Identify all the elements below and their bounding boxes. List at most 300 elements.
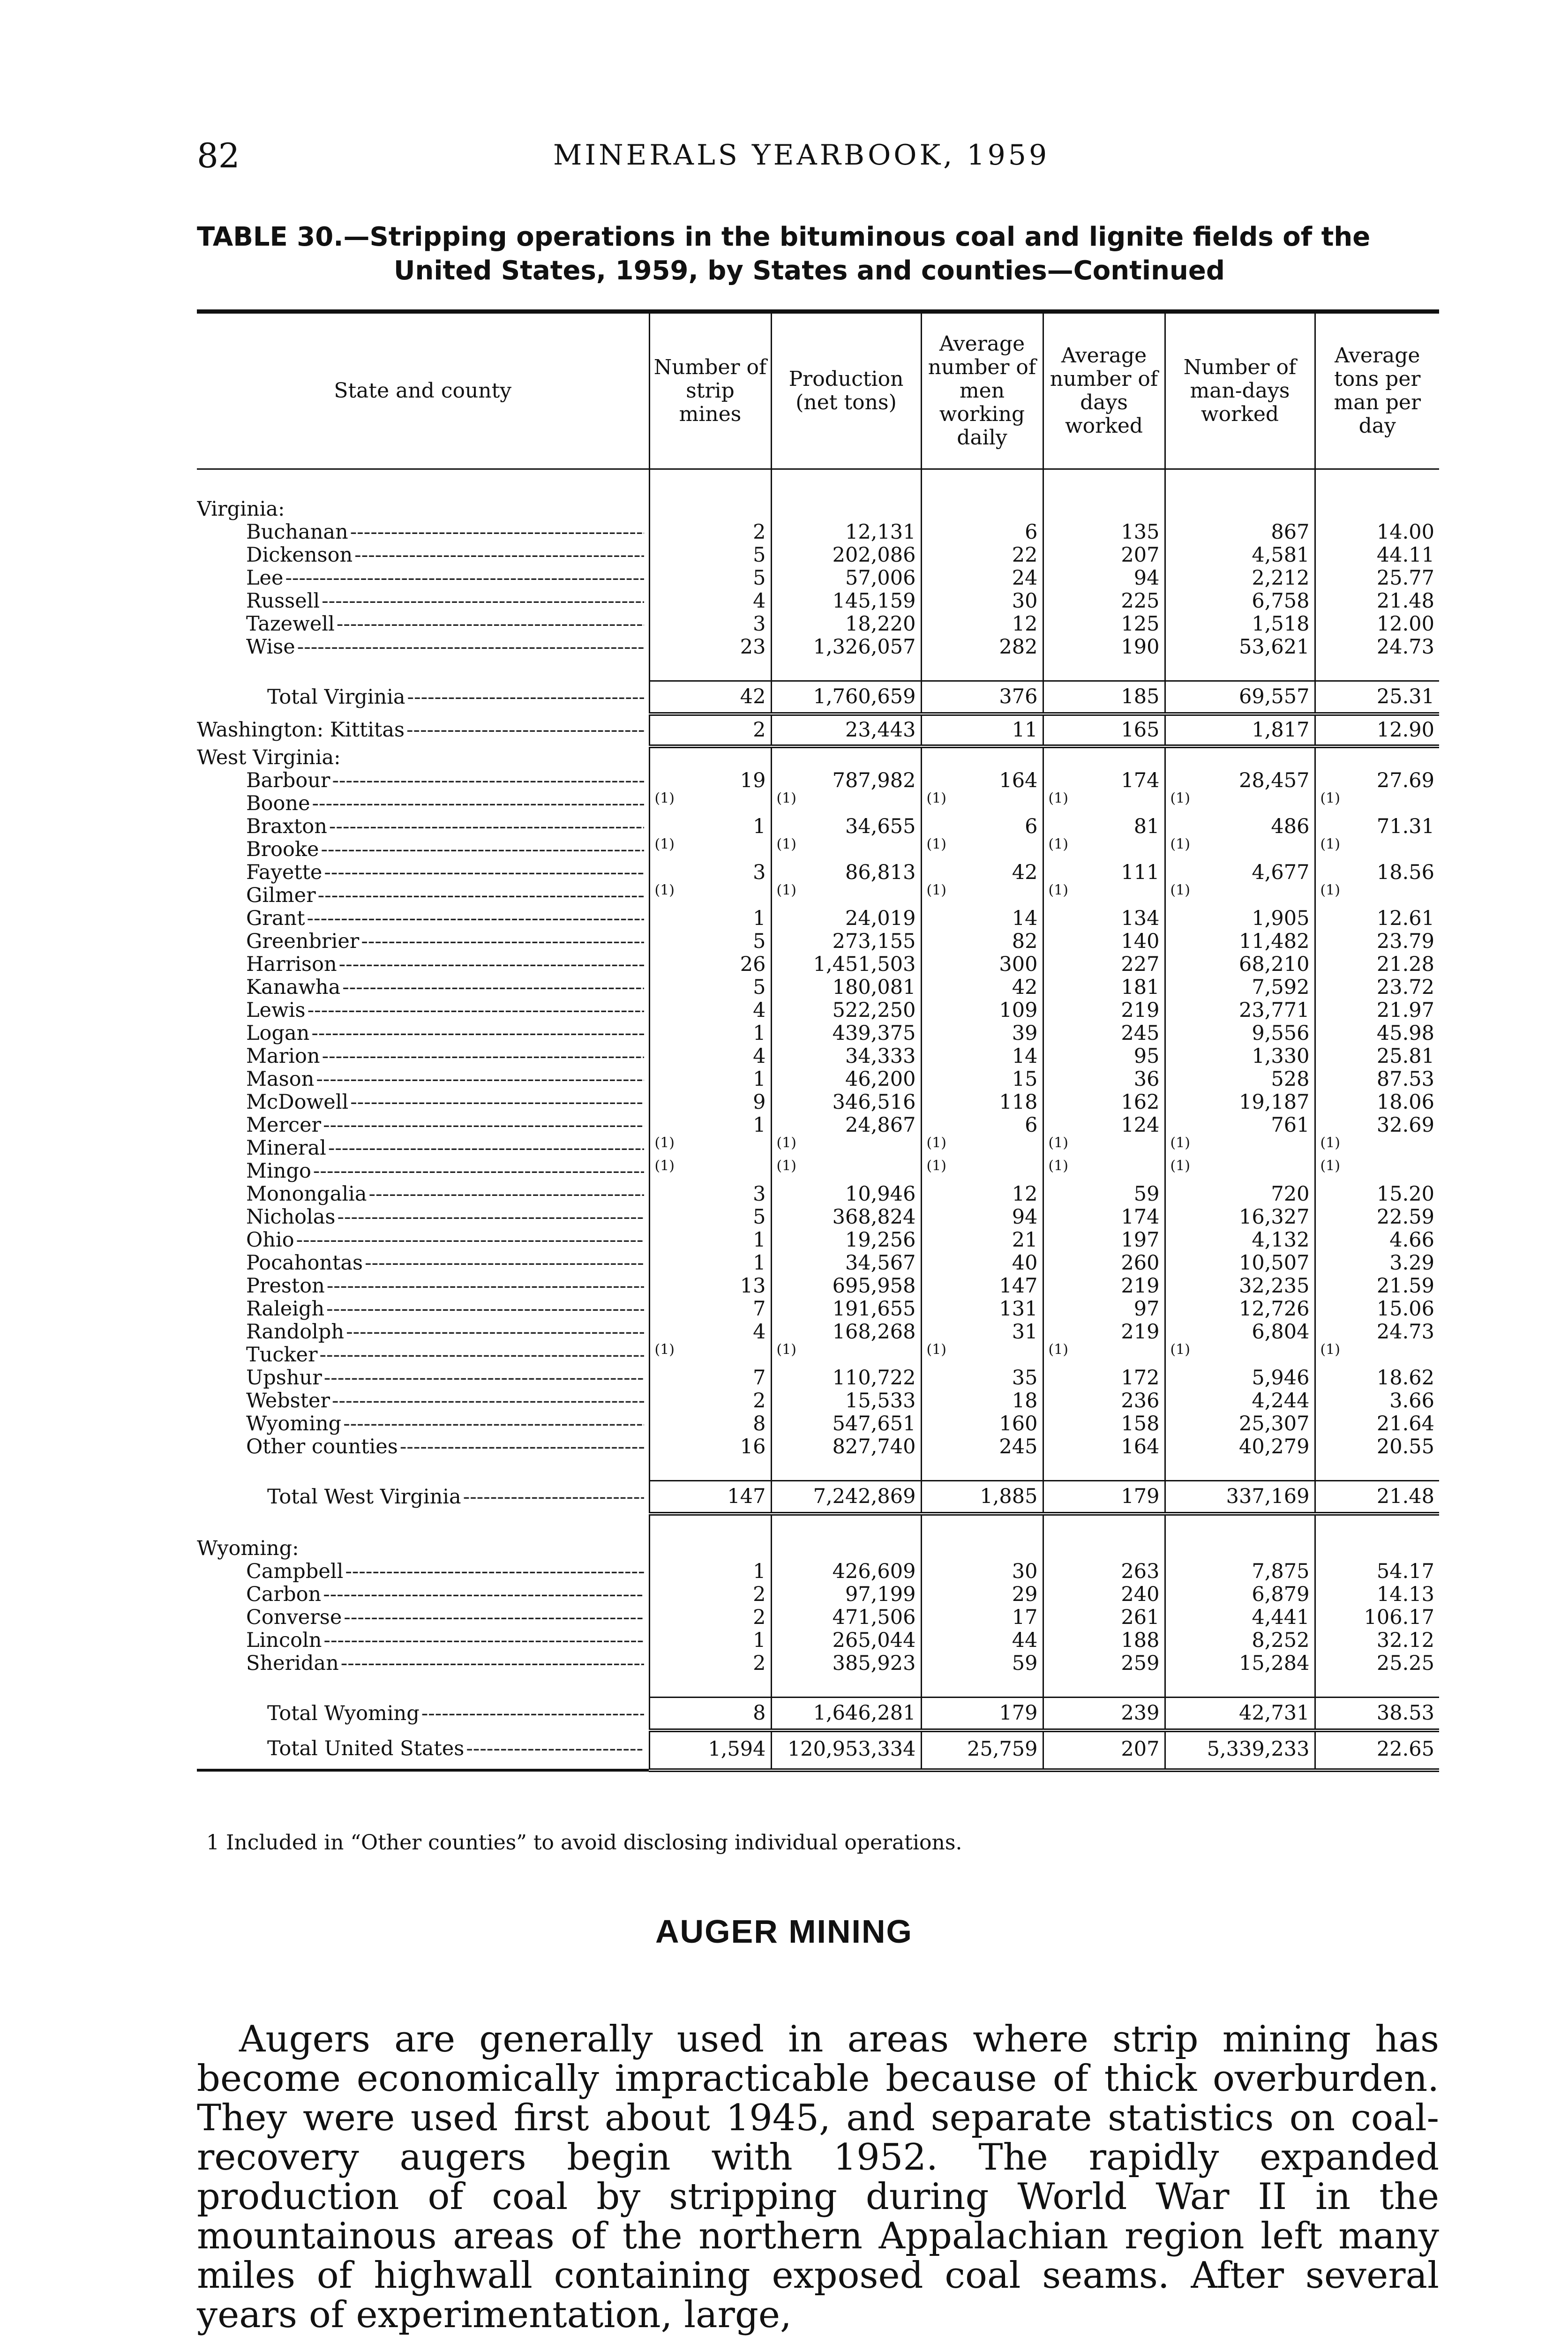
cell-value: 245: [1121, 1022, 1160, 1045]
cell-man-days: [1165, 1730, 1315, 1770]
cell-men: [921, 1229, 1043, 1252]
cell-tons-per-man: [1315, 792, 1439, 815]
cell-value: 140: [1121, 930, 1160, 953]
col-header-production: Production (net tons): [771, 314, 921, 469]
cell-value: 14: [1012, 1044, 1038, 1068]
cell-men: [921, 1134, 1043, 1160]
cell-mines: [649, 1114, 771, 1137]
county-row: [197, 907, 1439, 930]
cell-value: 188: [1121, 1629, 1160, 1652]
row-label: Upshur: [246, 1367, 322, 1390]
cell-days: [1043, 1341, 1165, 1367]
cell-value: 54.17: [1376, 1560, 1434, 1583]
cell-value: 15,284: [1239, 1652, 1310, 1675]
cell-value: 34,655: [845, 815, 916, 838]
cell-production: [771, 1022, 921, 1045]
cell-mines: [649, 1629, 771, 1652]
cell-value: 106.17: [1364, 1606, 1434, 1629]
cell-production: [771, 567, 921, 590]
row-label: McDowell: [246, 1091, 349, 1114]
cell-men: [921, 1206, 1043, 1229]
cell-value: 1: [753, 1067, 766, 1091]
cell-value: 160: [999, 1412, 1038, 1435]
cell-tons-per-man: [1315, 1183, 1439, 1206]
cell-value: 14.13: [1376, 1583, 1434, 1606]
dot-leader: [466, 1737, 644, 1760]
cell-tons-per-man: [1315, 1560, 1439, 1583]
cell-men: [921, 1321, 1043, 1344]
dot-leader: [320, 1344, 644, 1367]
cell-value: 385,923: [832, 1652, 916, 1675]
footnote-ref: (1): [1048, 882, 1068, 899]
cell-value: 1: [753, 1228, 766, 1252]
county-row: [197, 1229, 1439, 1252]
cell-value: 22: [1012, 543, 1038, 567]
spacer-row: [197, 1514, 1439, 1537]
cell-days: [1043, 1606, 1165, 1629]
cell-mines: [649, 953, 771, 976]
row-label: Wyoming: [246, 1412, 342, 1435]
cell-tons-per-man: [1315, 1206, 1439, 1229]
cell-mines: [649, 636, 771, 659]
cell-production: [771, 590, 921, 613]
footnote-ref: (1): [1320, 882, 1340, 899]
cell-production: [771, 999, 921, 1022]
cell-value: 11,482: [1239, 930, 1310, 953]
cell-value: 28,457: [1239, 769, 1310, 792]
cell-value: 245: [999, 1435, 1038, 1458]
cell-value: 36: [1133, 1067, 1160, 1091]
row-label: Webster: [246, 1390, 330, 1412]
cell-mines: [649, 1412, 771, 1435]
cell-value: 21.48: [1376, 589, 1434, 613]
county-row: [197, 1367, 1439, 1390]
cell-value: 118: [999, 1090, 1038, 1114]
footnote-ref: (1): [926, 836, 946, 853]
footnote-ref: (1): [1048, 790, 1068, 807]
footnote-ref: (1): [654, 1134, 675, 1151]
cell-mines: [649, 999, 771, 1022]
dot-leader: [328, 1137, 644, 1160]
cell-men: [921, 590, 1043, 613]
cell-value: 30: [1012, 589, 1038, 613]
cell-value: 181: [1121, 976, 1160, 999]
county-row: [197, 1183, 1439, 1206]
cell-value: 7,242,869: [813, 1485, 916, 1508]
cell-tons-per-man: [1315, 1629, 1439, 1652]
cell-production: [771, 1321, 921, 1344]
cell-man-days: [1165, 1045, 1315, 1068]
cell-days: [1043, 1321, 1165, 1344]
cell-value: 1,330: [1252, 1044, 1310, 1068]
cell-days: [1043, 567, 1165, 590]
row-label: Lewis: [246, 999, 306, 1022]
cell-days: [1043, 1629, 1165, 1652]
dot-leader: [326, 1298, 644, 1321]
footnote-ref: (1): [1170, 1134, 1190, 1151]
dot-leader: [332, 1390, 644, 1412]
cell-value: 32.12: [1376, 1629, 1434, 1652]
cell-value: 4,677: [1252, 861, 1310, 884]
cell-value: 9: [753, 1090, 766, 1114]
dot-leader: [323, 1114, 644, 1137]
cell-mines: [649, 1606, 771, 1629]
cell-value: 24.73: [1376, 635, 1434, 659]
cell-value: 4: [753, 1320, 766, 1344]
cell-value: 263: [1121, 1560, 1160, 1583]
cell-man-days: [1165, 907, 1315, 930]
total-row: [197, 681, 1439, 714]
dot-leader: [311, 1022, 644, 1045]
cell-value: 7,875: [1252, 1560, 1310, 1583]
cell-tons-per-man: [1315, 1229, 1439, 1252]
cell-production: [771, 613, 921, 636]
cell-tons-per-man: [1315, 1275, 1439, 1298]
cell-days: [1043, 1652, 1165, 1675]
footnote-ref: (1): [654, 882, 675, 899]
cell-value: 57,006: [845, 566, 916, 590]
dot-leader: [350, 1091, 644, 1114]
cell-value: 39: [1012, 1022, 1038, 1045]
cell-men: [921, 1275, 1043, 1298]
cell-value: 20.55: [1376, 1435, 1434, 1458]
cell-man-days: [1165, 1629, 1315, 1652]
cell-men: [921, 953, 1043, 976]
cell-days: [1043, 1022, 1165, 1045]
cell-value: 25.77: [1376, 566, 1434, 590]
cell-man-days: [1165, 953, 1315, 976]
cell-value: 7: [753, 1297, 766, 1321]
cell-man-days: [1165, 1412, 1315, 1435]
cell-value: 12,131: [845, 520, 916, 544]
cell-days: [1043, 1298, 1165, 1321]
row-label: Russell: [246, 590, 320, 613]
cell-value: 4,441: [1252, 1606, 1310, 1629]
county-row: [197, 1068, 1439, 1091]
cell-value: 21.48: [1376, 1485, 1434, 1508]
cell-production: [771, 1229, 921, 1252]
county-row: [197, 1252, 1439, 1275]
total-row: [197, 1481, 1439, 1514]
cell-value: 6,879: [1252, 1583, 1310, 1606]
cell-men: [921, 1367, 1043, 1390]
cell-man-days: [1165, 613, 1315, 636]
cell-value: 14: [1012, 907, 1038, 930]
cell-tons-per-man: [1315, 1698, 1439, 1731]
county-row: [197, 1160, 1439, 1183]
spacer-row: [197, 1458, 1439, 1481]
dot-leader: [400, 1435, 644, 1458]
cell-value: 202,086: [832, 543, 916, 567]
cell-production: [771, 1206, 921, 1229]
cell-man-days: [1165, 999, 1315, 1022]
dot-leader: [318, 884, 644, 907]
cell-value: 827,740: [832, 1435, 916, 1458]
dot-leader: [350, 521, 644, 544]
cell-man-days: [1165, 1583, 1315, 1606]
row-label: Mingo: [246, 1160, 311, 1183]
cell-value: 27.69: [1376, 769, 1434, 792]
section-heading: AUGER MINING: [655, 1913, 913, 1950]
cell-days: [1043, 1134, 1165, 1160]
cell-men: [921, 930, 1043, 953]
cell-man-days: [1165, 861, 1315, 884]
cell-man-days: [1165, 930, 1315, 953]
cell-value: 368,824: [832, 1205, 916, 1229]
cell-value: 180,081: [832, 976, 916, 999]
cell-value: 4,132: [1252, 1228, 1310, 1252]
cell-tons-per-man: [1315, 567, 1439, 590]
cell-value: 53,621: [1239, 635, 1310, 659]
cell-production: [771, 1157, 921, 1183]
cell-man-days: [1165, 1134, 1315, 1160]
cell-value: 239: [1121, 1701, 1160, 1725]
county-row: [197, 1137, 1439, 1160]
footnote-ref: (1): [1048, 1157, 1068, 1174]
cell-value: 1,905: [1252, 907, 1310, 930]
state-row: [197, 714, 1439, 746]
cell-days: [1043, 1698, 1165, 1731]
cell-tons-per-man: [1315, 907, 1439, 930]
row-label: Total West Virginia: [267, 1486, 461, 1509]
cell-days: [1043, 636, 1165, 659]
cell-value: 24.73: [1376, 1320, 1434, 1344]
cell-mines: [649, 1390, 771, 1412]
col-header-tons-per-man: Average tons per man per day: [1315, 314, 1439, 469]
cell-value: 25.81: [1376, 1044, 1434, 1068]
cell-value: 4,244: [1252, 1389, 1310, 1412]
cell-men: [921, 815, 1043, 838]
cell-value: 426,609: [832, 1560, 916, 1583]
county-row: [197, 884, 1439, 907]
cell-value: 761: [1271, 1113, 1310, 1137]
cell-value: 6: [1025, 520, 1038, 544]
cell-tons-per-man: [1315, 544, 1439, 567]
cell-mines: [649, 1341, 771, 1367]
cell-value: 337,169: [1226, 1485, 1310, 1508]
dot-leader: [332, 769, 644, 792]
cell-value: 94: [1133, 566, 1160, 590]
cell-tons-per-man: [1315, 1390, 1439, 1412]
footnote-ref: (1): [926, 1341, 946, 1358]
footnote-ref: (1): [776, 836, 796, 853]
cell-value: 135: [1121, 520, 1160, 544]
cell-men: [921, 907, 1043, 930]
cell-mines: [649, 1730, 771, 1770]
cell-value: 21.97: [1376, 999, 1434, 1022]
cell-value: 1: [753, 1251, 766, 1275]
cell-production: [771, 1583, 921, 1606]
row-label: Randolph: [246, 1321, 345, 1344]
row-label: Sheridan: [246, 1652, 339, 1675]
dot-leader: [341, 1652, 644, 1675]
footnote-ref: (1): [1048, 836, 1068, 853]
cell-tons-per-man: [1315, 1157, 1439, 1183]
cell-days: [1043, 613, 1165, 636]
cell-value: 25,307: [1239, 1412, 1310, 1435]
spacer-row: [197, 469, 1439, 498]
cell-value: 31: [1012, 1320, 1038, 1344]
cell-value: 522,250: [832, 999, 916, 1022]
cell-value: 2: [753, 1652, 766, 1675]
cell-value: 2: [753, 718, 766, 742]
cell-production: [771, 636, 921, 659]
county-row: [197, 1435, 1439, 1458]
cell-value: 261: [1121, 1606, 1160, 1629]
footnote-ref: (1): [1320, 1157, 1340, 1174]
cell-days: [1043, 953, 1165, 976]
cell-man-days: [1165, 769, 1315, 792]
footnote-ref: (1): [926, 790, 946, 807]
cell-value: 23.79: [1376, 930, 1434, 953]
dot-leader: [337, 613, 644, 636]
cell-days: [1043, 999, 1165, 1022]
cell-men: [921, 1157, 1043, 1183]
cell-tons-per-man: [1315, 1045, 1439, 1068]
row-label: Monongalia: [246, 1183, 367, 1206]
row-label: Preston: [246, 1275, 325, 1298]
cell-value: 134: [1121, 907, 1160, 930]
stripping-operations-table: [197, 309, 1439, 1772]
cell-value: 32,235: [1239, 1274, 1310, 1298]
cell-production: [771, 907, 921, 930]
cell-value: 8: [753, 1412, 766, 1435]
cell-mines: [649, 1652, 771, 1675]
dot-leader: [297, 636, 644, 659]
cell-days: [1043, 1206, 1165, 1229]
footnote-ref: (1): [776, 1157, 796, 1174]
county-row: [197, 1344, 1439, 1367]
row-label: Buchanan: [246, 521, 348, 544]
cell-mines: [649, 1183, 771, 1206]
cell-value: 24,019: [845, 907, 916, 930]
cell-value: 5,946: [1252, 1366, 1310, 1390]
county-row: [197, 1206, 1439, 1229]
cell-man-days: [1165, 976, 1315, 999]
cell-value: 5,339,233: [1207, 1737, 1310, 1761]
cell-value: 40: [1012, 1251, 1038, 1275]
cell-value: 1: [753, 1560, 766, 1583]
cell-value: 1,451,503: [813, 953, 916, 976]
cell-value: 5: [753, 566, 766, 590]
cell-value: 29: [1012, 1583, 1038, 1606]
dot-leader: [342, 976, 644, 999]
cell-days: [1043, 838, 1165, 861]
cell-days: [1043, 1435, 1165, 1458]
county-row: [197, 792, 1439, 815]
cell-value: 486: [1271, 815, 1310, 838]
cell-value: 720: [1271, 1182, 1310, 1206]
cell-value: 21.59: [1376, 1274, 1434, 1298]
cell-production: [771, 714, 921, 746]
cell-value: 4: [753, 1044, 766, 1068]
cell-production: [771, 1367, 921, 1390]
cell-men: [921, 1298, 1043, 1321]
dot-leader: [312, 792, 644, 815]
cell-value: 528: [1271, 1067, 1310, 1091]
cell-value: 207: [1121, 543, 1160, 567]
cell-value: 82: [1012, 930, 1038, 953]
state-label: Wyoming:: [197, 1537, 299, 1560]
dot-leader: [323, 1629, 644, 1652]
cell-value: 227: [1121, 953, 1160, 976]
cell-value: 165: [1121, 718, 1160, 742]
cell-value: 191,655: [832, 1297, 916, 1321]
cell-value: 46,200: [845, 1067, 916, 1091]
cell-value: 10,507: [1239, 1251, 1310, 1275]
cell-tons-per-man: [1315, 590, 1439, 613]
cell-mines: [649, 590, 771, 613]
cell-value: 25,759: [967, 1737, 1038, 1761]
row-label: Fayette: [246, 861, 323, 884]
cell-value: 3.66: [1389, 1389, 1434, 1412]
cell-value: 21.28: [1376, 953, 1434, 976]
running-head: [197, 136, 1434, 183]
cell-tons-per-man: [1315, 1091, 1439, 1114]
cell-men: [921, 861, 1043, 884]
cell-value: 265,044: [832, 1629, 916, 1652]
cell-tons-per-man: [1315, 838, 1439, 861]
row-label: Dickenson: [246, 544, 353, 567]
cell-value: 21.64: [1376, 1412, 1434, 1435]
cell-days: [1043, 1412, 1165, 1435]
cell-tons-per-man: [1315, 1435, 1439, 1458]
cell-value: 13: [740, 1274, 766, 1298]
cell-value: 34,567: [845, 1251, 916, 1275]
footnote-ref: (1): [776, 882, 796, 899]
dot-leader: [313, 1160, 644, 1183]
body-paragraph: Augers are generally used in areas where strip mining has become economically impracticable because of thick overburden. They were used first about 1945, and separate statistics on coal-recovery augers begin with 1952. The rapidly expanded production of coal by stripping during World War II in the mountainous areas of the northern Appalachian region left many miles of highwall containing exposed coal seams. After several years of experimentation, large,: [197, 2018, 1439, 2336]
cell-men: [921, 1114, 1043, 1137]
cell-mines: [649, 1560, 771, 1583]
cell-value: 1,817: [1252, 718, 1310, 742]
dot-leader: [421, 1702, 644, 1725]
dot-leader: [346, 1321, 644, 1344]
row-label: Carbon: [246, 1583, 322, 1606]
cell-mines: [649, 544, 771, 567]
cell-value: 3.29: [1389, 1251, 1434, 1275]
cell-value: 45.98: [1376, 1022, 1434, 1045]
cell-man-days: [1165, 1206, 1315, 1229]
cell-value: 174: [1121, 1205, 1160, 1229]
cell-man-days: [1165, 544, 1315, 567]
cell-production: [771, 930, 921, 953]
cell-value: 109: [999, 999, 1038, 1022]
cell-value: 12,726: [1239, 1297, 1310, 1321]
cell-production: [771, 769, 921, 792]
cell-value: 219: [1121, 999, 1160, 1022]
dot-leader: [339, 953, 644, 976]
cell-production: [771, 521, 921, 544]
cell-mines: [649, 521, 771, 544]
cell-mines: [649, 838, 771, 861]
cell-production: [771, 1183, 921, 1206]
cell-mines: [649, 1134, 771, 1160]
dot-leader: [324, 861, 644, 884]
cell-days: [1043, 1275, 1165, 1298]
cell-value: 172: [1121, 1366, 1160, 1390]
cell-production: [771, 815, 921, 838]
table-title: [197, 220, 1439, 288]
cell-production: [771, 1341, 921, 1367]
cell-mines: [649, 1157, 771, 1183]
cell-man-days: [1165, 1068, 1315, 1091]
cell-value: 124: [1121, 1113, 1160, 1137]
row-label: Barbour: [246, 769, 330, 792]
cell-value: 1,885: [980, 1485, 1038, 1508]
cell-value: 120,953,334: [787, 1737, 916, 1761]
cell-value: 11: [1012, 718, 1038, 742]
